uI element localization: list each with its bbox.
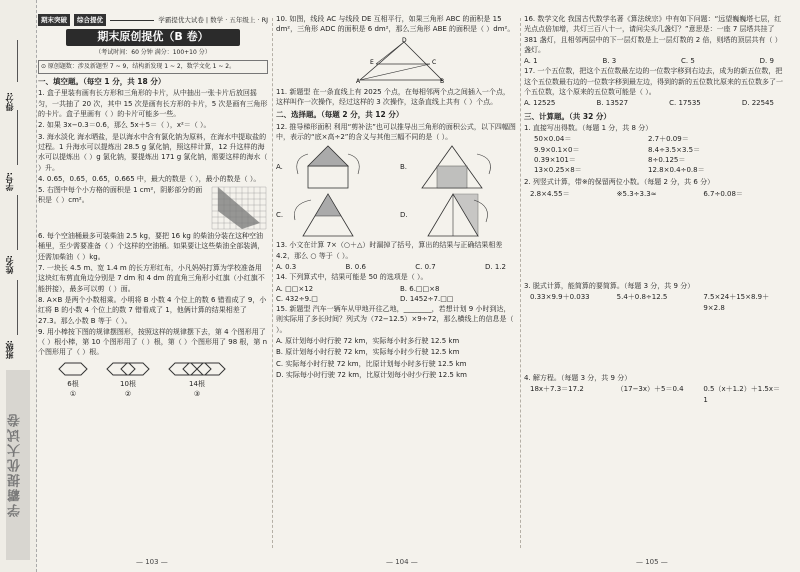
question-6: 6. 每个空油桶最多可装柴油 2.5 kg，要把 16 kg 的柴油分装在这种空油桶里，至少需要准备（ ）个这样的空油桶。如果要让这些柴油全部装满，还需加柴油（ ）kg。	[38, 232, 265, 261]
question-10: 10. 如图，线段 AC 与线段 DE 互相平行，如果三角形 ABC 的面积是 15 dm²，三角形 ADC 的面积是 6 dm²，那么三角形 ABE 的面积是（ ）dm²。	[276, 15, 515, 34]
calc-item: 7.5×24＋15×8.9＋9×2.8	[703, 293, 770, 312]
option-label: B.	[400, 163, 408, 172]
question-14-options	[276, 284, 516, 305]
pattern-2	[106, 362, 150, 400]
column-right	[524, 14, 784, 405]
hexagon-figure	[58, 362, 88, 376]
grid-figure	[210, 185, 268, 231]
calc-item: 6.7÷0.08＝	[703, 189, 743, 198]
triangle-cut-figure	[408, 192, 498, 238]
question-8: 8. A×B 是两个小数相乘。小明将 B 小数 4 个位上的数 6 错看成了 9，小红将 B 的小数 4 个位上的数 7 错看成了 1，他俩计算的结果相差了 27.3。那么小数 B 等于（ ）。	[38, 295, 267, 325]
page-number: — 105 —	[636, 558, 668, 566]
pattern-count: 14根	[189, 380, 205, 389]
option-b[interactable]: B. 13527	[596, 99, 629, 108]
pattern-index: ②	[124, 390, 132, 399]
question-17-options	[524, 98, 774, 108]
vertex-label: E	[370, 58, 374, 66]
calc-item: 13×0.25×8＝	[534, 166, 582, 175]
original-note: ⊙ 原创题数：涉及新题型 7 ~ 9，结构新发现 1 ~ 2，数学文化 1 ~ 2。	[38, 60, 268, 74]
option-a[interactable]: A. 12525	[524, 99, 556, 108]
equation-list	[530, 384, 784, 405]
stepwise-calc-list	[530, 292, 784, 313]
header-tag2: 综合提优	[74, 14, 106, 26]
question-3: 3. 海水淡化 海水晒盐，是以海水中含有氯化钠为原料，在海水中提取盐的过程。1 升海水可以提炼出 28.5 g 氯化钠，照这样计算，12 升这样的海水可以提炼出（ ）g 氯化钠，要提炼出 171 g 氯化钠，需要这样的海水（ ）升。	[38, 132, 268, 172]
column-left	[38, 14, 268, 400]
header-series: 学霸提优大试卷 | 数学 · 五年级上 · RJ	[158, 16, 268, 24]
section-heading: 一、填空题。（每空 1 分，共 18 分）	[38, 77, 166, 87]
calc-item: 50×0.04＝	[534, 135, 572, 144]
option-d[interactable]: D. 实际每小时行驶 72 km，比原计划每小时少行驶 12.5 km	[276, 370, 467, 379]
pattern-3	[168, 362, 226, 400]
pattern-index: ①	[69, 390, 77, 399]
option-d[interactable]: D. 1.2	[485, 262, 506, 271]
option-b[interactable]: B. 3	[602, 57, 617, 66]
option-a[interactable]: A. 0.3	[276, 262, 297, 271]
pattern-index: ③	[193, 390, 201, 399]
name-line	[17, 195, 18, 250]
option-a[interactable]: A. 原计划每小时行驶 72 km，实际每小时多行驶 12.5 km	[276, 337, 460, 346]
cut-paste-figures	[276, 144, 516, 238]
figure-option-c[interactable]	[276, 192, 392, 238]
class-line	[17, 280, 18, 335]
question-5: 5. 右图中每个小方格的面积是 1 cm²，阴影部分的面积是（ ）cm²。	[38, 186, 203, 205]
option-c[interactable]: C. 432÷9.□	[276, 294, 318, 303]
question-16: 16. 数学文化 我国古代数学名著《算法统宗》中有如下问题：“远望巍巍塔七层，红光点点倍加增，共灯三百八十一，请问尖头几盏灯？”意思是：一座 7 层塔共挂了 381 盏灯，且相邻两层中的下一层灯数是上一层灯数的 2 倍，则塔的顶层共有（ ）盏灯。	[524, 15, 782, 54]
subsection-equations: 4. 解方程。（每题 3 分，共 9 分）	[524, 373, 632, 382]
vertex-label: A	[356, 77, 361, 84]
question-15: 15. 新题型 汽车一辆车从甲地开往乙地，________，若想计划 9 小时到达，则实际用了多长时间？列式为（72−12.5）×9÷72，那么横线上的信息是（ ）。	[276, 305, 514, 334]
option-b[interactable]: B. 原计划每小时行驶 72 km，实际每小时少行驶 12.5 km	[276, 348, 460, 357]
option-d[interactable]: D. 22545	[741, 99, 774, 108]
option-c[interactable]: C. 0.7	[415, 262, 436, 271]
vertical-calc-list	[530, 189, 784, 199]
double-hexagon-figure	[106, 362, 150, 376]
vertex-label: B	[440, 77, 445, 84]
subsection-direct: 1. 直接写出得数。（每题 1 分，共 8 分）	[524, 123, 653, 132]
calc-item: 9.9×0.1×0＝	[534, 145, 580, 154]
option-label: D.	[400, 211, 408, 220]
parallel-triangle-figure	[356, 36, 446, 84]
figure-option-d[interactable]	[400, 192, 516, 238]
page-number: — 103 —	[136, 558, 168, 566]
option-label: C.	[276, 211, 284, 220]
figure-option-a[interactable]	[276, 144, 392, 190]
pattern-count: 10根	[120, 380, 136, 389]
question-1: 1. 盒子里装有画有长方形和三角形的卡片，从中抽出一张卡片后放回摇匀，一共抽了 20 次，其中 15 次是画有长方形的卡片，5 次是画有三角形的卡片。盒子里画有（ ）的卡片可能多一些。	[38, 89, 268, 119]
question-14: 14. 下列算式中，结果可能是 50 的选项是（ ）。	[276, 273, 428, 282]
triangle-cut-figure	[283, 192, 373, 238]
vertex-label: C	[432, 58, 437, 66]
option-c[interactable]: C. 17535	[669, 99, 701, 108]
option-label: A.	[276, 163, 283, 172]
column-divider	[520, 18, 521, 548]
option-a[interactable]: A. □□×12	[276, 284, 314, 293]
page-title: 期末原创提优（B 卷）	[66, 29, 240, 45]
name-label: 姓名:	[5, 255, 14, 275]
option-c[interactable]: C. 实际每小时行驶 72 km，比原计划每小时多行驶 12.5 km	[276, 359, 467, 368]
question-12: 12. 推导梯形面积 利用“剪补法”也可以推导出三角形的面积公式，以下四幅图中，表示的“底×高÷2”的含义与其他三幅不同的是（ ）。	[276, 122, 516, 142]
question-13: 13. 小文在计算 7×（○＋△）时漏掉了括号，算出的结果与正确结果相差 4.2，那么 ○ 等于（ ）。	[276, 241, 503, 260]
equation-item: 0.5（x＋1.2）＋1.5x＝1	[703, 385, 781, 404]
question-5-row	[38, 185, 268, 231]
id-line	[17, 110, 18, 165]
question-17: 17. 一个五位数，把这个五位数最左边的一位数字移到右边去，成为的新五位数，把这个五位数最右边的一位数字移到最左边，得到的新的五位数比原来的五位数多了一个五位数，这个原来的五位数可能是（ ）。	[524, 67, 783, 97]
triple-hexagon-figure	[168, 362, 226, 376]
triangle-cut-figure	[407, 144, 497, 190]
question-9: 9. 用小棒按下图的规律摆图形，按照这样的规律摆下去，第 4 个图形用了（ ）根小棒，第 10 个图形用了（ ）根，第（ ）个图形用了 98 根，第 n 个图形用了（ ）根。	[38, 327, 268, 357]
equation-item: 18x＋7.3＝17.2	[530, 385, 584, 394]
class-label: 班级:	[5, 340, 14, 360]
option-a[interactable]: A. 1	[524, 57, 538, 66]
calc-item: 0.39×101＝	[534, 155, 576, 164]
score-label: 得分:	[5, 92, 14, 112]
question-11: 11. 新题型 在一条直线上有 2025 个点，在每相邻两个点之间插入一个点，这样叫作一次操作，经过这样的 3 次操作，这条直线上共有（ ）个点。	[276, 87, 510, 107]
calc-item: 2.8×4.55＝	[530, 189, 570, 198]
header-tag: 期末突破	[38, 14, 70, 26]
question-13-options	[276, 262, 506, 272]
pattern-count: 6根	[67, 380, 79, 389]
question-2: 2. 如果 3x−0.3＝0.6，那么 5x＋5＝（ ），x²＝（ ）。	[38, 121, 211, 130]
option-c[interactable]: C. 5	[681, 57, 695, 66]
page-header	[38, 14, 268, 26]
calc-item: 8.4÷3.5×3.5＝	[648, 145, 701, 154]
column-divider	[272, 18, 273, 548]
binding-margin	[0, 0, 37, 572]
stick-pattern	[58, 362, 268, 400]
answer-space	[524, 313, 784, 373]
option-d[interactable]: D. 9	[759, 57, 774, 66]
calc-item: 5.4＋0.8÷12.5	[616, 293, 668, 302]
calc-item: 0.33×9.9＋0.033	[530, 293, 590, 302]
score-line	[17, 40, 18, 82]
series-stamp: 学霸提优大试卷	[6, 370, 30, 560]
option-b[interactable]: B. 0.6	[345, 262, 366, 271]
question-16-options	[524, 56, 774, 66]
pattern-1	[58, 362, 88, 400]
equation-item: （17−3x）＋5＝0.4	[616, 385, 684, 394]
column-middle	[276, 14, 516, 381]
option-b[interactable]: B. 6.□□×8	[400, 284, 440, 293]
triangle-cut-figure	[283, 144, 373, 190]
exam-info: （考试时间：60 分钟 满分：100+10 分）	[95, 48, 211, 56]
calc-item: 8÷0.125＝	[648, 155, 686, 164]
subsection-stepwise: 3. 脱式计算，能简算的要简算。（每题 3 分，共 9 分）	[524, 282, 695, 291]
figure-option-b[interactable]	[400, 144, 516, 190]
page-number: — 104 —	[386, 558, 418, 566]
id-label: 学号:	[5, 172, 14, 192]
direct-calc-list	[534, 134, 754, 175]
section-heading: 三、计算题。（共 32 分）	[524, 111, 611, 121]
question-7: 7. 一块长 4.5 m、宽 1.4 m 的长方形红布，小凡妈妈打算为学校准备用这块红布剪直角边分别是 7 dm 和 4 dm 的直角三角形小红旗（小红旗不能拼接），最多可以剪（ ）面。	[38, 264, 265, 293]
header-rule	[110, 20, 154, 21]
calc-item: 2.7＋0.09＝	[648, 135, 689, 144]
subsection-vertical: 2. 列竖式计算，带※的保留两位小数。（每题 2 分，共 6 分）	[524, 178, 715, 187]
vertex-label: D	[402, 36, 407, 44]
calc-item: 12.8×0.4÷0.8＝	[648, 166, 705, 175]
section-heading: 二、选择题。（每题 2 分，共 12 分）	[276, 110, 404, 120]
answer-space	[524, 199, 784, 281]
option-d[interactable]: D. 1452÷7.□□	[400, 294, 454, 303]
calc-item: ※5.3÷3.3≈	[616, 189, 657, 198]
question-4: 4. 0.65，0.65̇，0.6̇5̇，0.665 中，最大的数是（ ），最小的数是（ ）。	[38, 174, 261, 183]
